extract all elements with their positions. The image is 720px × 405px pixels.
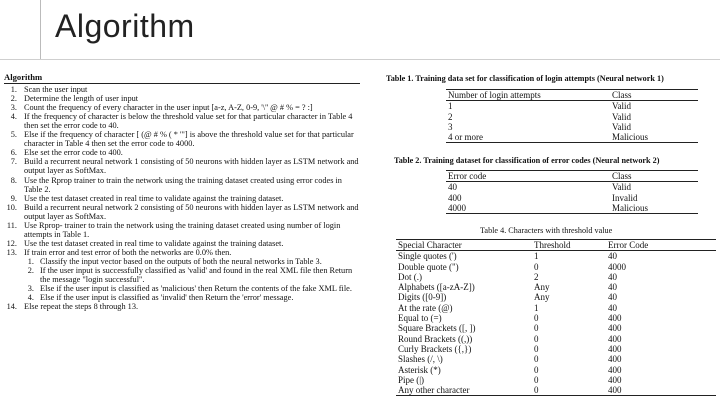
step-number: 5. — [10, 130, 17, 140]
table-row — [396, 385, 716, 396]
step-text: Determine the length of user input — [24, 94, 139, 104]
step-text: If the frequency of character is below the threshold value set for that particular character in Table 4 then set the error code to 40. — [24, 112, 353, 131]
table-cell: 40 — [608, 251, 617, 262]
step-text: Else if the frequency of character [ (@ # % ( * '"] is above the threshold value set for that particular character in Table 4 then set the error code to 4000. — [24, 130, 354, 149]
table-cell: 1 — [534, 302, 539, 313]
table-cell: Square Brackets ([, ]) — [398, 323, 476, 334]
table-row — [446, 182, 698, 193]
table-cell: Digits ([0-9]) — [398, 292, 447, 303]
step-text: Build a recurrent neural network 1 consisting of 50 neurons with hidden layer as LSTM network and output layer as SoftMax. — [24, 157, 359, 176]
algorithm-substep — [4, 284, 360, 293]
table-cell: Equal to (=) — [398, 313, 442, 324]
table-cell: Double quote (") — [398, 261, 459, 272]
table-cell: 0 — [532, 385, 606, 396]
step-number: 2. — [10, 94, 17, 104]
table-cell: 400 — [606, 385, 716, 396]
table-cell: 400 — [608, 364, 622, 375]
table-cell: Slashes (/, \) — [398, 354, 443, 365]
table-cell: 40 — [608, 292, 617, 303]
algorithm-step — [4, 103, 360, 112]
algorithm-step — [4, 302, 360, 311]
table2-header: Error code — [446, 171, 610, 182]
table-row — [396, 354, 716, 364]
table-cell: 1 — [534, 251, 539, 262]
table-cell: 40 — [608, 271, 617, 282]
step-number: 1. — [27, 256, 34, 266]
table1-header: Number of login attempts — [446, 90, 610, 101]
table-cell: 0 — [534, 343, 539, 354]
title-accent-rule — [40, 0, 41, 60]
algorithm-step — [4, 112, 360, 130]
step-number: 9. — [10, 193, 17, 203]
table-cell: 400 — [608, 313, 622, 324]
table-row — [446, 132, 698, 143]
algorithm-steps — [4, 85, 360, 257]
table-row — [396, 375, 716, 385]
table-cell: Valid — [612, 182, 631, 193]
table-cell: Malicious — [610, 132, 698, 143]
step-text: Else set the error code to 400. — [24, 148, 123, 158]
algorithm-step — [4, 130, 360, 148]
step-number: 4. — [10, 112, 17, 122]
slide-title: Algorithm — [55, 8, 195, 44]
step-text: Use the test dataset created in real time to validate against the training dataset. — [24, 238, 284, 248]
table-cell: 4000 — [608, 261, 626, 272]
algorithm-step — [4, 94, 360, 103]
step-number: 1. — [10, 85, 17, 95]
algorithm-substep — [4, 293, 360, 302]
table-row — [446, 203, 698, 214]
step-text: Else repeat the steps 8 through 13. — [24, 302, 139, 312]
step-number: 13. — [6, 247, 17, 257]
algorithm-step — [4, 203, 360, 221]
step-text: Else if the user input is classified as 'malicious' then Return the contents of the fake XML file. — [40, 284, 352, 294]
step-text: Use Rprop- trainer to train the network using the training dataset created using number of login attempts in Table 1. — [24, 220, 341, 239]
table-row — [396, 292, 716, 302]
step-number: 7. — [10, 157, 17, 167]
table-cell: 4 or more — [446, 132, 610, 143]
table-cell: Curly Brackets ({,}) — [398, 343, 472, 354]
table-row — [396, 262, 716, 272]
algorithm-step — [4, 221, 360, 239]
table4-header: Error Code — [606, 240, 716, 251]
table1 — [446, 89, 698, 143]
table-cell: 40 — [608, 302, 617, 313]
step-text: Scan the user input — [24, 85, 88, 95]
table-cell: 400 — [448, 192, 462, 203]
table-row — [446, 112, 698, 122]
table-cell: Dot (.) — [398, 271, 422, 282]
step-text: Use the Rprop trainer to train the network using the training dataset created using error codes in Table 2. — [24, 175, 342, 194]
table-cell: Any other character — [396, 385, 532, 396]
table-cell: Valid — [612, 121, 631, 132]
step-number: 2. — [27, 265, 34, 275]
step-text: Use the test dataset created in real time to validate against the training dataset. — [24, 193, 284, 203]
table-cell: 0 — [534, 313, 539, 324]
algorithm-step — [4, 194, 360, 203]
step-text: Build a recurrent neural network 2 consisting of 50 neurons with hidden layer as LSTM network and output layer as SoftMax. — [24, 202, 359, 221]
table-cell: 0 — [534, 354, 539, 365]
step-text: Classify the input vector based on the outputs of both the neural networks in Table 3. — [40, 256, 322, 266]
table4 — [396, 239, 716, 396]
table-cell: 1 — [448, 101, 453, 112]
table2-header: Class — [610, 171, 698, 182]
table-cell: 400 — [608, 354, 622, 365]
algorithm-step — [4, 157, 360, 175]
step-text: If train error and test error of both the networks are 0.0% then. — [24, 247, 232, 257]
step-number: 8. — [10, 175, 17, 185]
algorithm-substeps — [4, 257, 360, 302]
step-number: 10. — [6, 202, 17, 212]
table4-caption: Table 4. Characters with threshold value — [480, 226, 613, 235]
table-row — [396, 365, 716, 375]
step-number: 14. — [6, 302, 17, 312]
table-cell: 2 — [534, 271, 539, 282]
table-cell: Asterisk (*) — [398, 364, 441, 375]
step-text: If the user input is successfully classified as 'valid' and found in the real XML file then Return the message "login successful". — [40, 265, 353, 285]
table-row — [396, 282, 716, 292]
algorithm-step — [4, 85, 360, 94]
step-number: 12. — [6, 238, 17, 248]
table-cell: Any — [534, 292, 550, 303]
algorithm-step — [4, 239, 360, 248]
algorithm-step — [4, 148, 360, 157]
table-cell: 4000 — [446, 203, 610, 214]
table-cell: 400 — [608, 333, 622, 344]
table-row — [396, 334, 716, 344]
table-cell: Valid — [612, 111, 631, 122]
table-cell: Single quotes (') — [398, 251, 457, 262]
table-cell: 0 — [534, 374, 539, 385]
table-cell: 400 — [608, 343, 622, 354]
table-row — [396, 344, 716, 354]
table-cell: 0 — [534, 323, 539, 334]
step-text: Count the frequency of every character in the user input [a-z, A-Z, 0-9, '\'' @ # % = ? :] — [24, 103, 313, 113]
table-cell: Malicious — [610, 203, 698, 214]
table2 — [446, 170, 698, 214]
step-number: 3. — [10, 103, 17, 113]
algorithm-panel — [4, 73, 360, 311]
table1-caption: Table 1. Training data set for classification of login attempts (Neural network 1) — [386, 74, 664, 83]
table-row — [396, 251, 716, 262]
table-cell: 0 — [534, 364, 539, 375]
table-cell: Any — [534, 282, 550, 293]
table-cell: 0 — [534, 333, 539, 344]
table-cell: At the rate (@) — [398, 302, 453, 313]
table-cell: Alphabets ([a-zA-Z]) — [398, 282, 475, 293]
table-cell: 2 — [448, 111, 453, 122]
table-cell: Invalid — [612, 192, 638, 203]
table4-header: Special Character — [396, 240, 532, 251]
algorithm-step — [4, 248, 360, 257]
table-cell: Round Brackets ((,)) — [398, 333, 473, 344]
step-number: 11. — [6, 220, 17, 230]
table-row — [396, 303, 716, 313]
table-cell: 400 — [608, 374, 622, 385]
step-text: Else if the user input is classified as 'invalid' then Return the 'error' message. — [40, 293, 294, 303]
algorithm-substep — [4, 266, 360, 284]
table-cell: 40 — [448, 182, 457, 193]
table-row — [396, 272, 716, 282]
table4-header: Threshold — [532, 240, 606, 251]
table-row — [396, 323, 716, 333]
algorithm-substep — [4, 257, 360, 266]
table-row — [446, 122, 698, 132]
table-cell: 0 — [534, 261, 539, 272]
table-row — [446, 101, 698, 112]
algorithm-heading: Algorithm — [4, 73, 360, 84]
algorithm-step — [4, 176, 360, 194]
table-row — [446, 193, 698, 203]
table-row — [396, 313, 716, 323]
table2-caption: Table 2. Training dataset for classification of error codes (Neural network 2) — [394, 156, 660, 165]
table-cell: 400 — [608, 323, 622, 334]
step-number: 3. — [27, 284, 34, 294]
table-cell: 40 — [608, 282, 617, 293]
title-divider — [0, 59, 720, 60]
step-number: 4. — [27, 293, 34, 303]
step-number: 6. — [10, 148, 17, 158]
table-cell: 3 — [448, 121, 453, 132]
table-cell: Pipe (|) — [398, 374, 425, 385]
table-cell: Valid — [612, 101, 631, 112]
table1-header: Class — [610, 90, 698, 101]
